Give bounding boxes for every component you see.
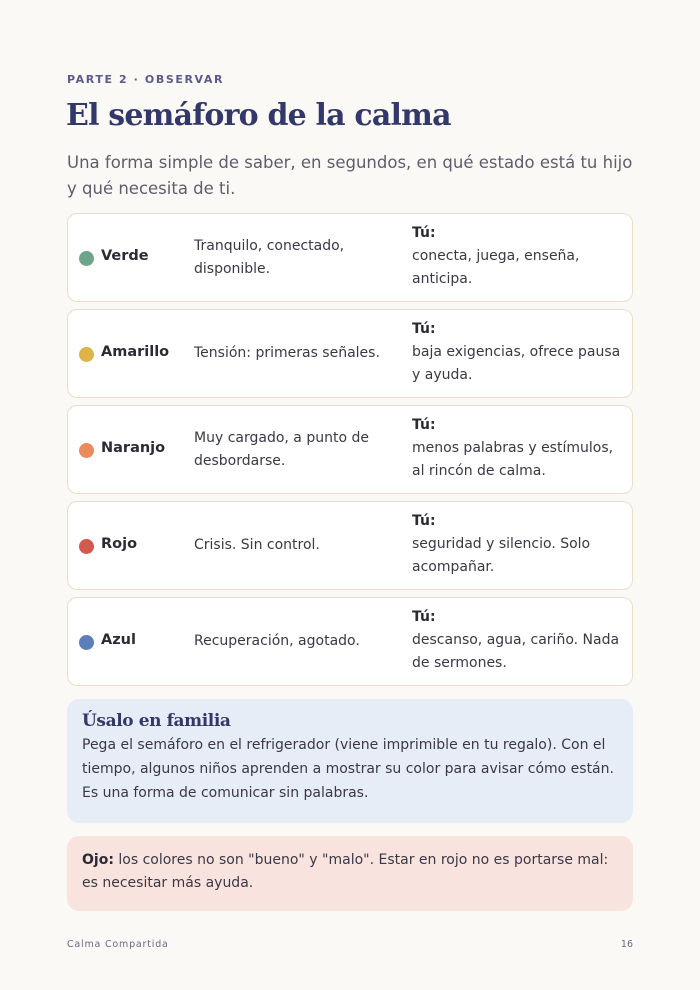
traffic-light-row-verde	[67, 213, 633, 302]
row-state	[194, 598, 384, 685]
row-state-text: Tranquilo, conectado, disponible.	[194, 237, 345, 277]
traffic-light-row-rojo	[67, 501, 633, 590]
blue-dot-icon	[79, 635, 94, 650]
row-state-text: Muy cargado, a punto de desbordarse.	[194, 429, 369, 469]
row-action-text: seguridad y silencio. Solo acompañar.	[412, 536, 591, 575]
orange-dot-icon	[79, 443, 94, 458]
row-action-label: Tú:	[412, 417, 436, 433]
row-color-name: Rojo	[101, 536, 138, 552]
row-state	[194, 310, 384, 397]
row-action-text: descanso, agua, cariño. Nada de sermones.	[412, 632, 620, 671]
row-state	[194, 502, 384, 589]
row-color-name: Azul	[101, 632, 136, 648]
row-action-label: Tú:	[412, 513, 436, 529]
traffic-light-row-azul	[67, 597, 633, 686]
row-color-name: Amarillo	[101, 344, 170, 360]
row-state-text: Tensión: primeras señales.	[194, 345, 380, 361]
row-action	[412, 510, 628, 579]
row-action	[412, 414, 628, 483]
row-action-label: Tú:	[412, 321, 436, 337]
traffic-light-list	[67, 213, 633, 693]
row-state-text: Crisis. Sin control.	[194, 537, 320, 553]
family-tip-text: Pega el semáforo en el refrigerador (viene imprimible en tu regalo). Con el tiempo, algunos niños aprenden a mostrar su color para avisar cómo están. Es una forma de comunicar sin palabras.	[82, 737, 614, 801]
warning-note-box	[67, 836, 633, 911]
row-state	[194, 406, 384, 493]
row-action	[412, 606, 628, 675]
page-number: 16	[620, 939, 633, 950]
row-action-text: conecta, juega, enseña, anticipa.	[412, 248, 580, 287]
family-tip-box	[67, 699, 633, 823]
yellow-dot-icon	[79, 347, 94, 362]
row-action-label: Tú:	[412, 609, 436, 625]
row-color-name: Verde	[101, 248, 149, 264]
traffic-light-row-amarillo	[67, 309, 633, 398]
row-action	[412, 222, 628, 291]
row-action	[412, 318, 628, 387]
red-dot-icon	[79, 539, 94, 554]
traffic-light-row-naranjo	[67, 405, 633, 494]
row-state-text: Recuperación, agotado.	[194, 633, 360, 649]
page-title: El semáforo de la calma	[66, 98, 451, 133]
row-action-text: baja exigencias, ofrece pausa y ayuda.	[412, 344, 621, 383]
section-eyebrow: PARTE 2 · OBSERVAR	[67, 73, 225, 86]
row-state	[194, 214, 384, 301]
footer-brand: Calma Compartida	[67, 939, 169, 950]
warning-note-label: Ojo:	[82, 852, 114, 868]
row-action-label: Tú:	[412, 225, 436, 241]
family-tip-title: Úsalo en familia	[82, 711, 231, 731]
row-action-text: menos palabras y estímulos, al rincón de calma.	[412, 440, 614, 479]
row-color-name: Naranjo	[101, 440, 166, 456]
green-dot-icon	[79, 251, 94, 266]
page-subtitle: Una forma simple de saber, en segundos, en qué estado está tu hijo y qué necesita de ti.	[67, 153, 633, 198]
warning-note-text: los colores no son "bueno" y "malo". Estar en rojo no es portarse mal: es necesitar más ayuda.	[82, 852, 609, 891]
